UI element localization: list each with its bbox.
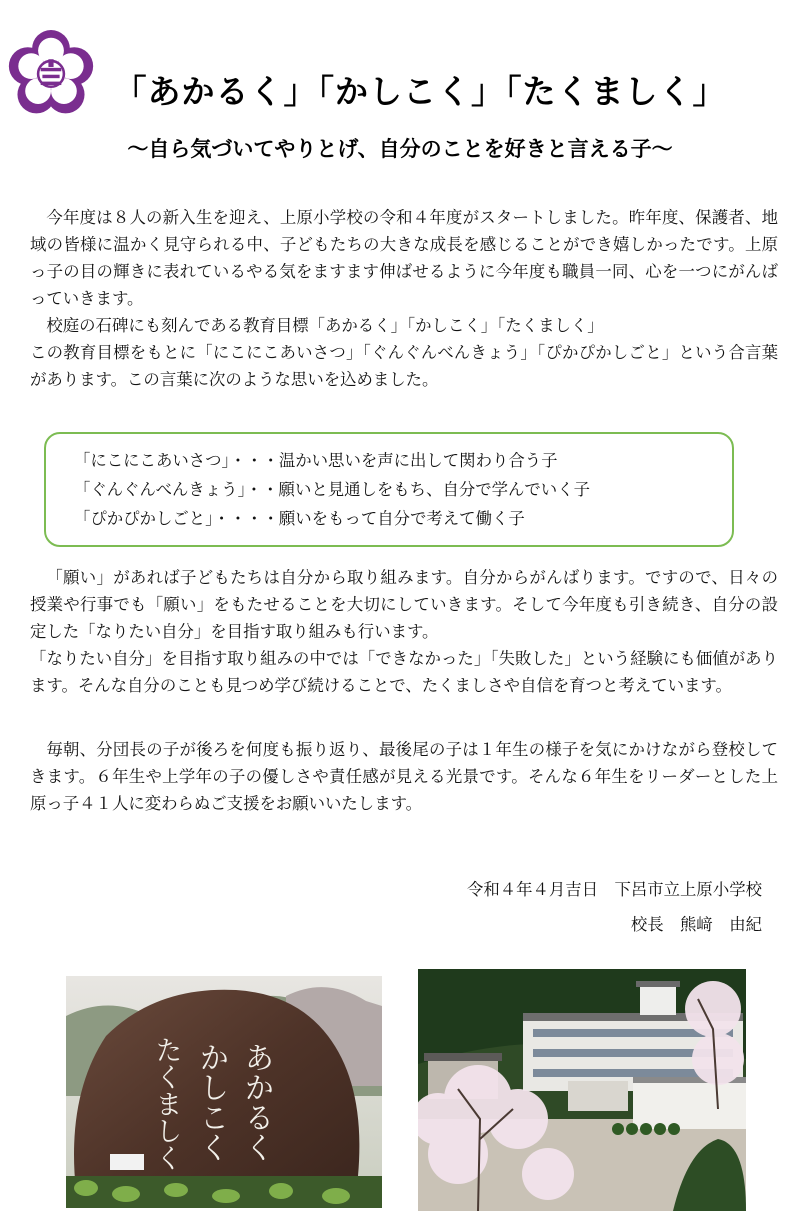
stone-inscription: たくましく bbox=[150, 1036, 182, 1171]
goal-sentence: 「なりたい自分」を目指す取り組みの中では「できなかった」「失敗した」という経験にも価値があります。そんな自分のことも見つめ学び続けることで、たくましさや自信を育つと考えています。 bbox=[30, 649, 778, 695]
stone-inscription: かしこく bbox=[193, 1042, 229, 1162]
closing-paragraph bbox=[30, 736, 778, 817]
motto-box bbox=[44, 432, 734, 547]
stone-inscription: あかるく bbox=[238, 1042, 274, 1162]
school-building-photo bbox=[418, 969, 746, 1211]
page-title: 「あかるく」「かしこく」「たくましく」 bbox=[113, 72, 727, 111]
motto-line: 「ぐんぐんべんきょう」・・願いと見通しをもち、自分で学んでいく子 bbox=[74, 480, 590, 499]
principal-line: 校長 熊﨑 由紀 bbox=[630, 915, 762, 934]
motto-sentence: 校庭の石碑にも刻んである教育目標「あかるく」「かしこく」「たくましく」 bbox=[46, 316, 604, 335]
stone-monument-photo bbox=[66, 976, 382, 1208]
intro-paragraph bbox=[30, 204, 778, 393]
motto-line: 「にこにこあいさつ」・・・温かい思いを声に出して関わり合う子 bbox=[74, 451, 558, 470]
wish-paragraph bbox=[30, 564, 778, 699]
closing-sentence: 毎朝、分団長の子が後ろを何度も振り返り、最後尾の子は１年生の様子を気にかけながら登校してきます。６年生や上学年の子の優しさや責任感が見える光景です。そんな６年生をリーダーとした上原っ子４１人に変わらぬご支援をお願いいたします。 bbox=[30, 740, 778, 813]
intro-sentence: 今年度は８人の新入生を迎え、上原小学校の令和４年度がスタートしました。昨年度、保護者、地域の皆様に温かく見守られる中、子どもたちの大きな成長を感じることができ嬉しかったです。上原っ子の目の輝きに表れているやる気をますます伸ばせるように今年度も職員一同、心を一つにがんばっていきます。 bbox=[30, 208, 778, 308]
motto-line: 「ぴかぴかしごと」・・・・願いをもって自分で考えて働く子 bbox=[74, 509, 525, 528]
date-school-line: 令和４年４月吉日 下呂市立上原小学校 bbox=[466, 880, 762, 899]
wish-sentence: 「願い」があれば子どもたちは自分から取り組みます。自分からがんばります。ですので、日々の授業や行事でも「願い」をもたせることを大切にしていきます。そして今年度も引き続き、自分の設定した「なりたい自分」を目指す取り組みも行います。 bbox=[30, 568, 778, 641]
page-subtitle: ～自ら気づいてやりとげ、自分のことを好きと言える子～ bbox=[127, 137, 673, 161]
school-emblem-icon bbox=[8, 30, 94, 116]
watchword-sentence: この教育目標をもとに「にこにこあいさつ」「ぐんぐんべんきょう」「ぴかぴかしごと」という合言葉があります。この言葉に次のような思いを込めました。 bbox=[30, 343, 778, 389]
